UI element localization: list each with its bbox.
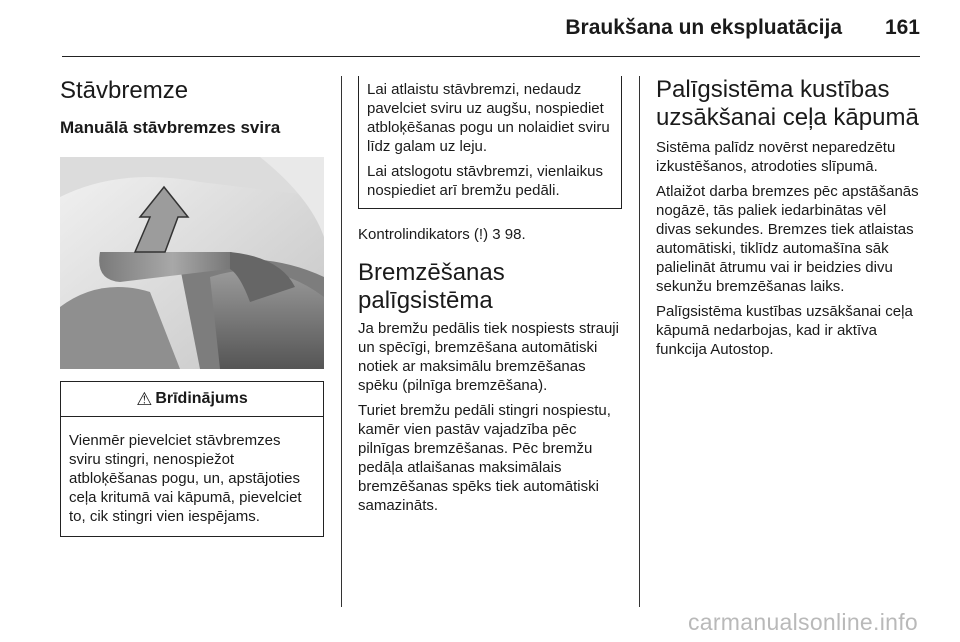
- warning-header: [61, 382, 323, 417]
- column-divider: [639, 76, 640, 607]
- handbrake-illustration: [60, 157, 324, 369]
- release-instructions-text: Lai atlaistu stāvbremzi, nedaudz pavelciet sviru uz augšu, nospiediet atbloķēšanas pogu un nolaidiet sviru līdz galam uz leju.: [367, 81, 610, 155]
- warning-text: Vienmēr pievelciet stāvbremzes sviru stingri, nenospiežot atbloķēšanas pogu, un, apstājoties ceļa kritumā vai kāpumā, pievelciet to, cik stingri vien iespējams.: [69, 432, 302, 525]
- watermark: carmanualsonline.info: [687, 609, 918, 635]
- page-header: [62, 0, 920, 57]
- warning-triangle-icon: ⚠: [136, 388, 153, 409]
- column-2: [358, 76, 622, 515]
- subheading-manual-lever: Manuālā stāvbremzes svira: [60, 118, 281, 137]
- hill-start-paragraph-2: Atlaižot darba bremzes pēc apstāšanās nogāzē, tās paliek iedarbinātas vēl divas sekundes. Bremzes tiek atlaistas automātiski, tiklīdz automašīna sāk palielināt ātrumu vai ir beidzies divu sekunžu bremzēšanas laiks.: [656, 183, 919, 295]
- brake-assist-paragraph-1: Ja bremžu pedālis tiek nospiests strauji un spēcīgi, bremzēšana automātiski notiek ar maksimālu bremzēšanas spēku (pilnīga bremzēšana).: [358, 320, 619, 394]
- hill-start-paragraph-3: Palīgsistēma kustības uzsākšanai ceļa kāpumā nedarbojas, kad ir aktīva funkcija Autostop.: [656, 303, 913, 358]
- indicator-label: Kontrolindikators: [358, 226, 470, 243]
- reference-arrow: 3: [492, 226, 501, 243]
- hill-start-paragraph-1: Sistēma palīdz novērst neparedzētu izkustēšanos, atrodoties slīpumā.: [656, 139, 896, 175]
- brake-assist-paragraph-2: Turiet bremžu pedāli stingri nospiestu, kamēr vien pastāv vajadzība pēc pilnīgas bremzēšanas. Pēc bremžu pedāļa atlaišanas maksimālais bremzēšanas spēks tiek automātiski samazināts.: [358, 402, 611, 514]
- handbrake-photo: [60, 157, 324, 369]
- warning-title: Brīdinājums: [155, 390, 248, 407]
- page-number: 161: [884, 16, 920, 39]
- column-3: [656, 76, 924, 359]
- section-title: Braukšana un ekspluatācija: [565, 16, 842, 39]
- column-1: [60, 72, 324, 537]
- unload-instructions-text: Lai atslogotu stāvbremzi, vienlaikus nospiediet arī bremžu pedāli.: [367, 163, 603, 199]
- reference-page: 98.: [504, 226, 526, 243]
- brake-indicator-icon: (!): [473, 226, 489, 243]
- heading-hill-start-assist: Palīgsistēma kustības uzsākšanai ceļa kāpumā: [656, 76, 919, 131]
- release-instructions-box: [358, 76, 622, 209]
- heading-parking-brake: Stāvbremze: [60, 77, 189, 104]
- column-divider: [341, 76, 342, 607]
- heading-brake-assist: Bremzēšanas palīgsistēma: [358, 259, 505, 314]
- indicator-reference: [358, 225, 622, 244]
- warning-box: [60, 381, 324, 537]
